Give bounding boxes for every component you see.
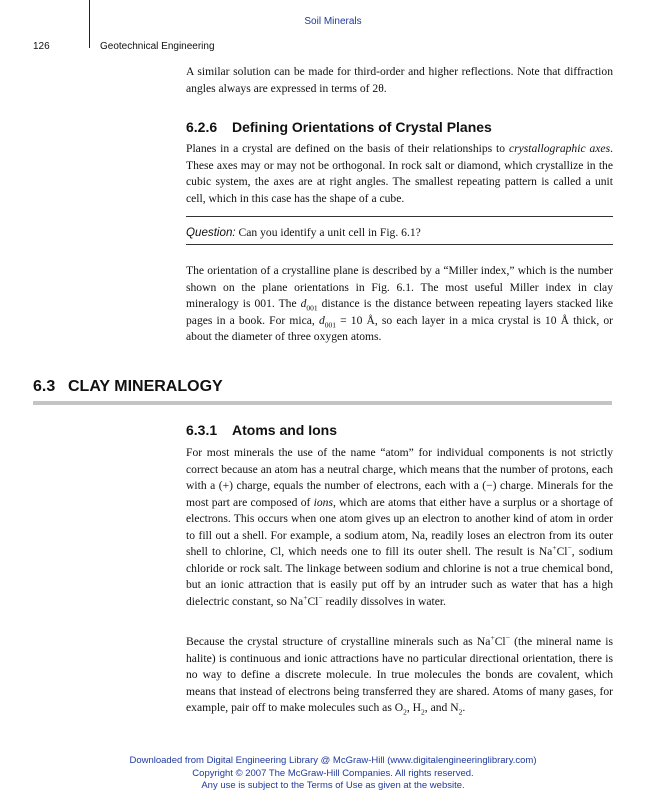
section-title: Defining Orientations of Crystal Planes bbox=[232, 119, 492, 135]
footer-line-terms: Any use is subject to the Terms of Use as given at the website. bbox=[201, 780, 465, 791]
sodium-symbol: Na bbox=[538, 545, 553, 558]
emphasis-text: crystallographic axes bbox=[508, 142, 611, 155]
text-run: Planes in a crystal are defined on the basis of their relationships to bbox=[186, 142, 509, 155]
hydrogen-symbol: H bbox=[412, 701, 422, 714]
miller-index-paragraph bbox=[186, 263, 613, 346]
emphasis-text: ions bbox=[313, 495, 333, 509]
section-6-3-1-para1-block bbox=[186, 445, 613, 610]
question-rule-top bbox=[186, 216, 613, 217]
charge-plus: + bbox=[552, 543, 557, 553]
charge-minus: − bbox=[567, 543, 572, 553]
text-run: (the mineral name is halite) is continuous and ionic attractions have no particular directional orientation, there is no way to define a discrete molecule. In true molecules the bonds are covalent, which means that instead of electrons being transferred they are shared. Atoms of many gases, for example, pair off to make molecules such as bbox=[186, 635, 613, 714]
header-divider bbox=[89, 0, 90, 48]
text-run: . These axes may or may not be orthogonal. In rock salt or diamond, which crystallize in the cubic system, the axes are at right angles. The smallest repeating pattern is called a unit cell, which in this case has the shape of a cube. bbox=[186, 142, 613, 205]
chlorine-symbol: Cl bbox=[307, 594, 319, 608]
d-symbol: d bbox=[318, 313, 325, 327]
text-run: distance is the distance between repeating layers stacked like pages in a book. For mica, bbox=[186, 297, 613, 327]
intro-paragraph: A similar solution can be made for third-order and higher reflections. Note that diffraction angles always are expressed in terms of 2θ. bbox=[186, 65, 613, 95]
sodium-symbol: Na bbox=[289, 594, 304, 608]
section-heading-6-2-6 bbox=[186, 119, 492, 135]
separator: , and bbox=[424, 701, 451, 714]
oxygen-symbol: O bbox=[394, 701, 404, 714]
intro-paragraph-block bbox=[186, 64, 613, 97]
text-run: The orientation of a crystalline plane is described by a “Miller index,” which is the number shown on the plane orientations in Fig. 6.1. The most useful Miller index in clay mineralogy is 001. The bbox=[186, 264, 613, 310]
section-6-3-1-para2-block bbox=[186, 634, 613, 717]
text-run: , which are atoms that either have a surplus or a shortage of electrons. This occurs when one atom gives up an electron to another kind of atom in order to fill out a shell. For example, a sodium atom, Na, readily loses an electron from its outer shell to chlorine, Cl, which needs one to fill its outer shell. The result is bbox=[186, 495, 614, 558]
section-number: 6.2.6 bbox=[186, 119, 218, 135]
sodium-symbol: Na bbox=[476, 635, 491, 648]
charge-plus: + bbox=[490, 633, 495, 643]
section-heading-6-3-1 bbox=[186, 422, 337, 438]
subscript-two: 2 bbox=[421, 707, 425, 717]
chlorine-symbol: Cl bbox=[494, 635, 506, 648]
text-run: readily dissolves in water. bbox=[322, 594, 446, 608]
atoms-ions-paragraph bbox=[186, 445, 613, 610]
download-footer bbox=[0, 755, 666, 793]
question-box bbox=[186, 226, 421, 239]
book-title: Geotechnical Engineering bbox=[100, 41, 215, 52]
running-head: Soil Minerals bbox=[304, 16, 362, 27]
nitrogen-symbol: N bbox=[450, 701, 459, 714]
subscript-two: 2 bbox=[458, 707, 463, 717]
chapter-heading-6-3 bbox=[33, 378, 223, 396]
crystal-planes-paragraph bbox=[186, 141, 613, 207]
d-symbol: d bbox=[300, 297, 307, 310]
charge-plus: + bbox=[303, 592, 308, 602]
footer-line-copyright: Copyright © 2007 The McGraw-Hill Companies. All rights reserved. bbox=[192, 767, 474, 779]
separator: . bbox=[462, 701, 466, 714]
footer-line-download: Downloaded from Digital Engineering Library @ McGraw-Hill (www.digitalengineeringlibrary.com) bbox=[129, 755, 537, 766]
section-title: Atoms and Ions bbox=[232, 422, 338, 438]
text-run: Because the crystal structure of crystalline minerals such as bbox=[186, 635, 477, 648]
chapter-number: 6.3 bbox=[33, 378, 56, 395]
covalent-bond-paragraph bbox=[186, 634, 613, 717]
section-6-2-6-para1-block bbox=[186, 141, 613, 207]
subscript-two: 2 bbox=[403, 707, 407, 717]
charge-minus: − bbox=[318, 592, 323, 602]
section-number: 6.3.1 bbox=[186, 422, 218, 438]
chlorine-symbol: Cl bbox=[556, 545, 568, 558]
charge-minus: − bbox=[505, 633, 510, 643]
d-subscript: 001 bbox=[306, 303, 318, 313]
chapter-rule bbox=[33, 401, 612, 405]
chapter-title: CLAY MINERALOGY bbox=[68, 378, 223, 395]
separator: , bbox=[406, 701, 413, 714]
question-label: Question: bbox=[186, 226, 236, 239]
question-text: Can you identify a unit cell in Fig. 6.1? bbox=[238, 226, 421, 239]
question-rule-bottom bbox=[186, 244, 613, 245]
text-run: , sodium chloride or rock salt. The linkage between sodium and chlorine is not a true chemical bond, but an ionic attraction that is easily put off by an intruder such as water that has a high dielectric constant, so bbox=[186, 545, 613, 608]
section-6-2-6-para2-block bbox=[186, 263, 613, 346]
text-run: = 10 Å, so each layer in a mica crystal is 10 Å thick, or about the diameter of three oxygen atoms. bbox=[186, 313, 613, 343]
text-run: For most minerals the use of the name “atom” for individual components is not strictly correct because an atom has a neutral charge, which means that the number of protons, each with a (+) charge, equals the number of electrons, each with a (−) charge. Minerals for the most part are composed of bbox=[186, 446, 613, 509]
d-subscript: 001 bbox=[324, 319, 336, 329]
page-number: 126 bbox=[33, 41, 50, 52]
